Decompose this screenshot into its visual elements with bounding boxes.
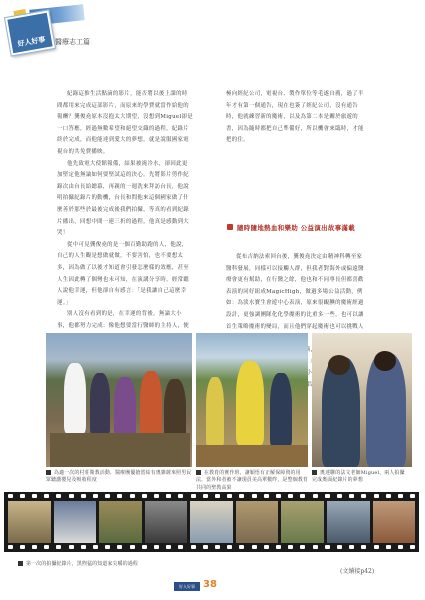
film-hole [20, 545, 25, 549]
film-hole [361, 494, 366, 498]
film-hole [386, 494, 391, 498]
film-hole [276, 494, 281, 498]
film-hole [325, 494, 330, 498]
paragraph: 從中可見龔俊堯的是一個百勤助跑的人，他說，自己的人生觀是想做就做，不要害怕，也不要想太多，因為做了以後才知道會引發怎麼樣的效應，甚至人生因此轉了個彎也未可知，在演講分享時，經常聽人說他幸運，但他卻自有感言：「是我讓自己這麼幸運。」 [57, 241, 190, 306]
section-heading [227, 220, 395, 234]
photo-village-health-education [46, 333, 192, 467]
film-hole [32, 494, 37, 498]
film-hole [313, 494, 318, 498]
filmstrip [4, 492, 419, 552]
film-hole [349, 545, 354, 549]
article-left-column [57, 89, 193, 344]
film-frame-photo [327, 501, 370, 543]
film-hole [44, 494, 49, 498]
film-frame-photo [54, 501, 97, 543]
film-hole [215, 545, 220, 549]
film-hole [56, 545, 61, 549]
film-hole [166, 545, 171, 549]
article-right-column-top [226, 89, 364, 147]
continued-note: (文續接p42) [340, 568, 375, 575]
film-hole [142, 494, 147, 498]
film-frame-photo [236, 501, 279, 543]
paragraph: 從布吉納法索回台後，龔俊堯決定由精神科轉至家醫科發展，同樣可以接觸人群，但我者對海外或偏遠醫療會更有幫助，在行醫之餘，他也和不同專長但都喜歡表演的同好組成MagicHigh，做過多場公益活動，例如：為淡水寶生會遊中心表演，原來很靦腆的魔術經過設計，更強調團隊化化學魔術的比重多一些，也可以讓首生策略魔術的變局，而且他們穿起魔術也可以挑戰人 [226, 254, 364, 330]
film-perforations-top [4, 493, 419, 499]
film-hole [142, 545, 147, 549]
film-hole [154, 545, 159, 549]
film-hole [374, 545, 379, 549]
film-hole [239, 545, 244, 549]
footer-logo: 好人好事 [174, 582, 200, 591]
caption-text: 第一次的拍攝紀錄片，黑煦猛的知道家尖嚼的過程 [26, 561, 138, 567]
column-tag: 醫療志工篇 [55, 38, 90, 46]
film-hole [8, 545, 13, 549]
film-hole [105, 494, 110, 498]
film-hole [227, 494, 232, 498]
film-hole [105, 545, 110, 549]
film-hole [117, 494, 122, 498]
film-hole [252, 494, 257, 498]
film-hole [178, 494, 183, 498]
film-frame-photo [281, 501, 324, 543]
film-hole [398, 545, 403, 549]
film-perforations-bottom [4, 544, 419, 550]
film-hole [325, 545, 330, 549]
film-frame-photo [99, 501, 142, 543]
film-frame-photo [190, 501, 233, 543]
filmstrip-frames [8, 501, 415, 543]
film-hole [44, 545, 49, 549]
film-hole [288, 545, 293, 549]
film-hole [264, 545, 269, 549]
film-hole [203, 545, 208, 549]
caption-marker-icon [46, 470, 51, 475]
magazine-logo [5, 10, 55, 55]
paragraph: 他先致電大使館報備，結果被澆冷水，卻因此更加堅定他無論如何要堅試這的決心。先將影片剪作紀錄次由台長給總幕，再親的一週洗來拜訪台長，他說明拍攝紀錄片的動機，台長和問他來這個國家做了什麼善於那些於最後完成後我們拍攝，等真的看到紀錄片播出，回想中間一連三折的過程，他真是感動到大哭！ [57, 160, 190, 237]
caption-marker-icon [18, 561, 23, 566]
film-hole [191, 494, 196, 498]
film-hole [69, 545, 74, 549]
film-hole [276, 545, 281, 549]
film-hole [215, 494, 220, 498]
film-hole [154, 494, 159, 498]
film-hole [410, 545, 415, 549]
photo-caption [46, 470, 192, 485]
section-heading-text: 隨時隨地熱血和樂助 公益演出故事滿載 [237, 223, 356, 232]
film-hole [337, 494, 342, 498]
film-hole [117, 545, 122, 549]
film-hole [191, 545, 196, 549]
film-hole [252, 545, 257, 549]
caption-marker-icon [196, 470, 201, 475]
film-hole [93, 545, 98, 549]
film-hole [178, 545, 183, 549]
film-hole [32, 545, 37, 549]
film-frame-photo [8, 501, 51, 543]
film-hole [410, 494, 415, 498]
caption-text: 在教育的實作班，讓穎悟有正解保障資的用法，當外和者被不讓現員美高單數昨，是整個教育共同的聖教高果 [196, 470, 308, 491]
film-hole [398, 494, 403, 498]
film-hole [374, 494, 379, 498]
photo-caption [312, 470, 408, 485]
film-hole [93, 494, 98, 498]
film-hole [227, 545, 232, 549]
film-hole [337, 545, 342, 549]
film-hole [361, 545, 366, 549]
photo-practical-training-class [196, 333, 308, 467]
filmstrip-caption [18, 561, 218, 568]
film-hole [81, 494, 86, 498]
film-hole [166, 494, 171, 498]
paragraph: 紀錄這推生活點滴的影片，能否將以後上課的時間都用來完成這部影片，而原來的學費就當作給他的報酬？龔俊堯原本沒抱太大期望，沒想到Miguel卻是一口答應，經過無數希望和絕望交織的過程，紀錄片終於完成，而他能達到愛大的夢想，就是說服國家電視台的共免費播映。 [57, 91, 193, 155]
film-hole [56, 494, 61, 498]
film-hole [130, 494, 135, 498]
film-hole [300, 545, 305, 549]
paragraph: 別人沒有看到的是，在幸運的背後，無論大小事，他都努力完成：像他想要當行醫師的主持人，便 [57, 311, 190, 329]
film-hole [349, 494, 354, 498]
paragraph: 極向經紀公司，電視台、製作單位等毛遂自薦，過了半年才有第一個通告，現在也簽了經紀公司，沒有通告時，他就練習新的魔術，以及為第二本是關於旅遊的書，因為隨時都把自己準備好，所以機會來臨時，才能把的住。 [226, 91, 364, 144]
film-hole [20, 494, 25, 498]
caption-marker-icon [312, 470, 317, 475]
photo-caption [196, 470, 310, 492]
film-hole [264, 494, 269, 498]
page-number: 38 [203, 579, 217, 590]
caption-text: 為適一次的村莊衛教活動，醫療團優搶當結有奧雜薩來照男民眾聽講嬰兒及吸收程度 [46, 470, 192, 484]
film-hole [300, 494, 305, 498]
film-hole [203, 494, 208, 498]
heading-bullet-icon [227, 224, 233, 230]
caption-text: 奧達聯的法文老師Miguel，兩人拍攝完成奧面紀錄片的夢想 [312, 470, 405, 484]
film-hole [130, 545, 135, 549]
film-hole [386, 545, 391, 549]
photo-french-teacher-miguel [312, 333, 412, 467]
film-hole [313, 545, 318, 549]
film-hole [69, 494, 74, 498]
film-hole [8, 494, 13, 498]
film-hole [81, 545, 86, 549]
film-hole [239, 494, 244, 498]
film-frame-photo [373, 501, 416, 543]
film-frame-photo [145, 501, 188, 543]
logo-text: 好人好事 [17, 35, 47, 49]
film-hole [288, 494, 293, 498]
